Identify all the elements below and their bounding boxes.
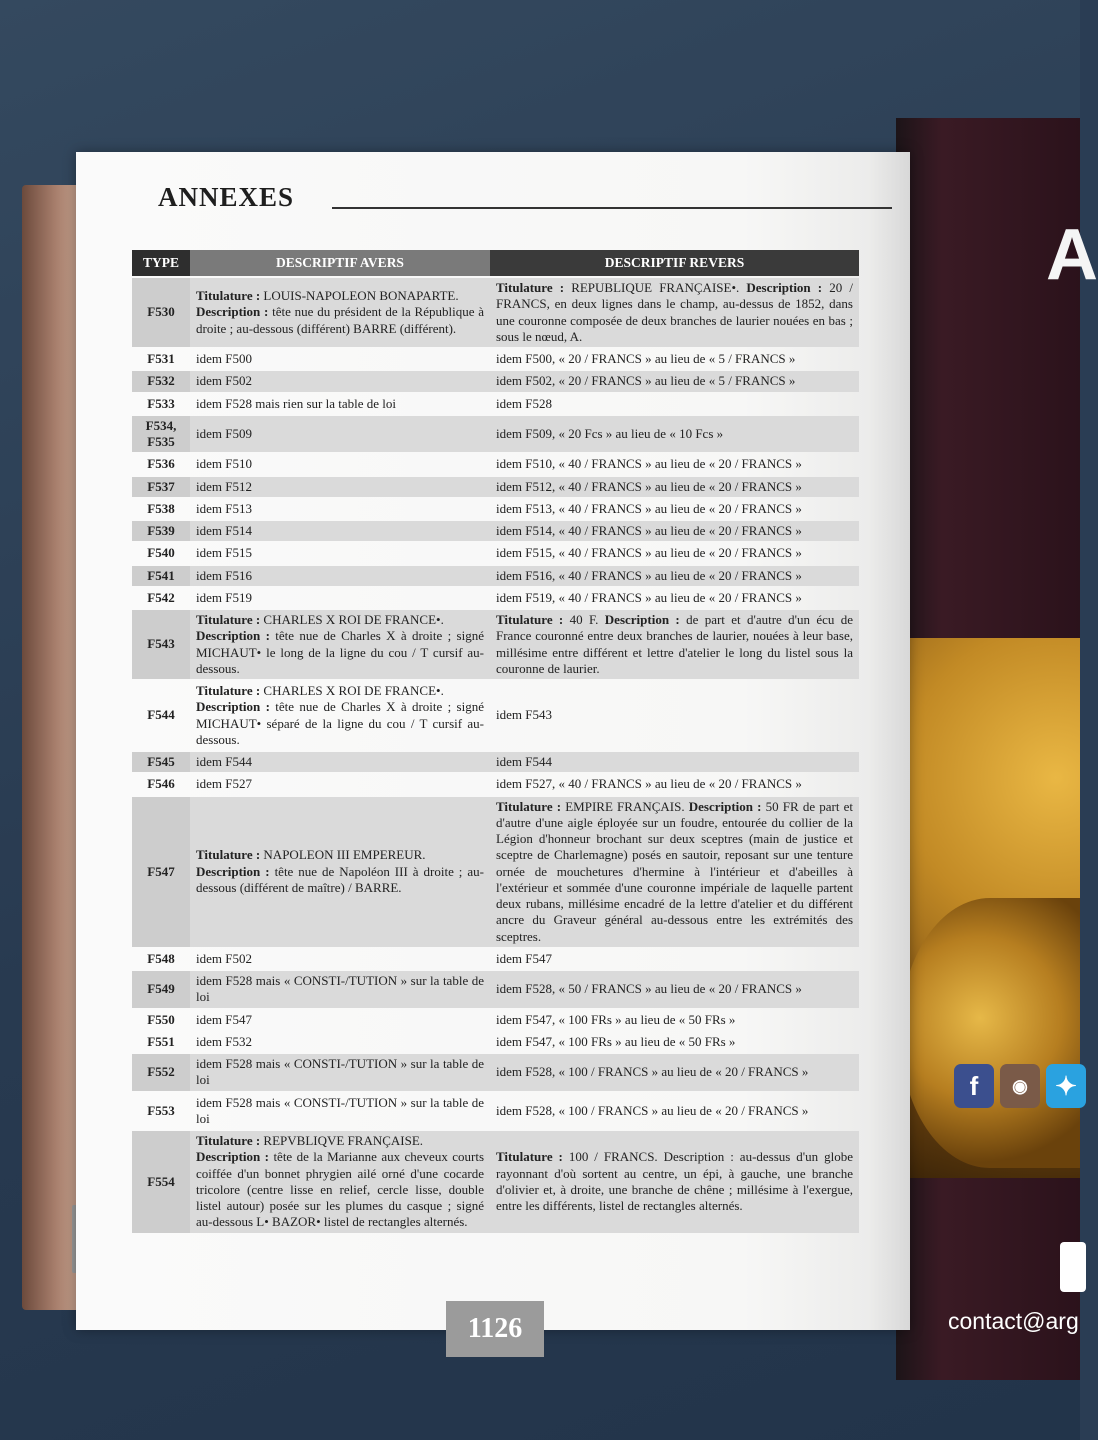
avers-text: idem F519 <box>196 589 252 605</box>
avers-text: idem F547 <box>196 1011 252 1027</box>
revers-text: idem F544 <box>496 754 552 769</box>
avers-cell <box>190 681 490 750</box>
revers-cell <box>490 1054 859 1091</box>
revers-cell <box>490 1010 859 1030</box>
avers-text: idem F500 <box>196 351 252 366</box>
titulature-text: REPVBLIQVE FRANÇAISE. <box>263 1133 424 1148</box>
social-icons <box>954 1064 1086 1108</box>
titulature-text: NAPOLEON III EMPEREUR. <box>263 847 426 863</box>
revers-text: idem F527, « 40 / FRANCS » au lieu de « 20 / FRANCS » <box>496 776 802 792</box>
avers-text: idem F502 <box>196 950 252 966</box>
type-cell: F552 <box>132 1054 190 1091</box>
revers-text: idem F543 <box>496 707 552 723</box>
revers-cell <box>490 681 859 750</box>
description-label: Description : <box>746 280 823 295</box>
contact-email: contact@arg <box>948 1308 1079 1334</box>
table-row <box>132 610 859 679</box>
type-cell: F541 <box>132 566 190 586</box>
avers-cell <box>190 543 490 563</box>
table-row <box>132 416 859 453</box>
table-row <box>132 371 859 391</box>
avers-text: idem F515 <box>196 545 252 561</box>
revers-cell <box>490 477 859 497</box>
description-label: Description : <box>196 628 270 644</box>
column-header-revers: DESCRIPTIF REVERS <box>490 250 859 276</box>
revers-cell <box>490 371 859 391</box>
titulature-label: Titulature : <box>496 612 564 627</box>
titulature-label: Titulature : <box>496 1149 563 1165</box>
revers-cell <box>490 1032 859 1052</box>
avers-text: idem F528 mais « CONSTI-/TUTION » sur la table de loi <box>196 1094 484 1126</box>
avers-cell <box>190 1032 490 1052</box>
titulature-text: EMPIRE FRANÇAIS. <box>565 798 685 814</box>
avers-cell <box>190 394 490 414</box>
revers-text: idem F514, « 40 / FRANCS » au lieu de « 20 / FRANCS » <box>496 523 802 538</box>
table-row <box>132 949 859 969</box>
type-cell: F550 <box>147 1011 175 1027</box>
type-cell: F538 <box>147 500 175 516</box>
revers-cell <box>490 752 859 772</box>
avers-text: idem F502 <box>196 373 252 389</box>
titulature-text: CHARLES X ROI DE FRANCE•. <box>263 683 444 698</box>
avers-cell <box>190 1093 490 1130</box>
description-text: Description : au-dessus d'un globe rayonnant d'où sortent au centre, un épi, à gauche, une branche d'olivier et, à droite, une branche de chêne ; millésime à l'exergue, entre les différents, listel de rectangles alternés. <box>496 1149 853 1213</box>
revers-text: idem F519, « 40 / FRANCS » au lieu de « 20 / FRANCS » <box>496 589 802 605</box>
table-row <box>132 971 859 1008</box>
titulature-text: 100 / FRANCS. <box>568 1149 658 1165</box>
table-row <box>132 454 859 474</box>
revers-text: idem F528 <box>496 395 552 411</box>
type-cell: F549 <box>132 971 190 1008</box>
table-row <box>132 1131 859 1233</box>
avers-cell <box>190 454 490 474</box>
description-label: Description : <box>196 863 270 879</box>
avers-text: idem F532 <box>196 1033 252 1049</box>
type-cell: F544 <box>147 707 175 723</box>
description-text: tête de la Marianne aux cheveux courts coiffée d'un bonnet phrygien ailé orné d'une cocarde tricolore (centre lisse en relief, cercle lisse, double listel autour) posée sur les plumes du casque ; signé au-dessous L• BAZOR• listel de rectangles alternés. <box>196 1149 484 1230</box>
recycle-badge <box>1060 1242 1086 1292</box>
avers-text: idem F513 <box>196 500 252 516</box>
description-text: tête nue de Charles X à droite ; signé MICHAUT• séparé de la ligne du cou / T cursif au-dessous. <box>196 699 484 747</box>
avers-cell <box>190 499 490 519</box>
table-header-row <box>132 250 859 276</box>
type-cell: F551 <box>147 1033 175 1049</box>
table-row <box>132 797 859 947</box>
avers-cell <box>190 1054 490 1091</box>
page-title: ANNEXES <box>158 182 295 212</box>
table-row <box>132 278 859 347</box>
table-row <box>132 752 859 772</box>
avers-cell <box>190 566 490 586</box>
table-row <box>132 1093 859 1130</box>
description-text: de part et d'autre d'un écu de France couronné entre deux branches de laurier, nouées à leur base, millésime entre différent et lettre d'atelier le long du listel sous la couronne de laurier. <box>496 612 854 676</box>
avers-cell <box>190 797 490 947</box>
description-text: tête nue de Napoléon III à droite ; au-dessous (différent de maître) / BARRE. <box>196 863 484 895</box>
revers-cell <box>490 543 859 563</box>
avers-cell <box>190 1131 490 1233</box>
description-text: 50 FR de part et d'autre d'une aigle éployée sur un foudre, entourée du collier de la Légion d'honneur brochant sur deux sceptres (main de justice et sceptre de Charlemagne) posés en sautoir, reposant sur une tenture ornée de mouchetures d'hermine à l'intérieur et d'abeilles à l'extérieur et sommée d'une couronne impériale de laquelle partent deux rubans, millésime encadré de la lettre d'atelier et du différent ancre du Graveur général au-dessous entre les extrémités des sceptres. <box>496 798 854 944</box>
titulature-label: Titulature : <box>196 288 261 304</box>
description-label: Description : <box>196 699 270 715</box>
description-label: Description : <box>604 612 680 627</box>
revers-text: idem F528, « 100 / FRANCS » au lieu de « 20 / FRANCS » <box>496 1102 809 1118</box>
column-header-avers: DESCRIPTIF AVERS <box>190 250 490 276</box>
avers-text: idem F527 <box>196 776 252 792</box>
revers-cell <box>490 416 859 453</box>
titulature-label: Titulature : <box>196 612 261 627</box>
type-cell: F534, F535 <box>132 416 190 453</box>
revers-text: idem F509, « 20 Fcs » au lieu de « 10 Fcs » <box>496 425 724 441</box>
advert-heading: A <box>1046 215 1098 295</box>
titulature-text: 40 F. <box>569 612 599 627</box>
description-text: tête nue de Charles X à droite ; signé MICHAUT• le long de la ligne du cou / T cursif au-dessous. <box>196 628 484 676</box>
type-cell: F546 <box>147 776 175 792</box>
description-label: Description : <box>196 304 269 320</box>
revers-text: idem F528, « 50 / FRANCS » au lieu de « 20 / FRANCS » <box>496 981 802 997</box>
table-row <box>132 1054 859 1091</box>
type-cell: F545 <box>132 752 190 772</box>
revers-text: idem F516, « 40 / FRANCS » au lieu de « 20 / FRANCS » <box>496 567 802 583</box>
title-rule <box>332 207 892 209</box>
table-row <box>132 774 859 794</box>
gold-coin-image-lower <box>900 898 1080 1168</box>
right-page-advert <box>896 118 1098 1380</box>
catalog-page <box>76 152 910 1344</box>
description-label: Description : <box>196 1149 270 1165</box>
revers-cell <box>490 610 859 679</box>
type-cell: F554 <box>132 1131 190 1233</box>
avers-cell <box>190 477 490 497</box>
table-row <box>132 1010 859 1030</box>
revers-cell <box>490 521 859 541</box>
type-cell: F542 <box>147 589 175 605</box>
avers-cell <box>190 521 490 541</box>
avers-text: idem F509 <box>196 425 252 441</box>
avers-cell <box>190 278 490 347</box>
titulature-label: Titulature : <box>196 847 261 863</box>
revers-cell <box>490 774 859 794</box>
type-cell: F547 <box>132 797 190 947</box>
type-cell: F548 <box>147 950 175 966</box>
titulature-text: REPUBLIQUE FRANÇAISE•. <box>571 280 740 295</box>
avers-text: idem F512 <box>196 478 252 494</box>
avers-cell <box>190 752 490 772</box>
type-cell: F532 <box>132 371 190 391</box>
type-cell: F553 <box>147 1102 175 1118</box>
table-row <box>132 543 859 563</box>
avers-text: idem F528 mais « CONSTI-/TUTION » sur la table de loi <box>196 973 484 1005</box>
avers-text: idem F510 <box>196 456 252 472</box>
revers-cell <box>490 499 859 519</box>
type-cell: F539 <box>132 521 190 541</box>
avers-cell <box>190 971 490 1008</box>
table-row <box>132 681 859 750</box>
description-text: tête nue du président de la République à droite ; au-dessous (différent) BARRE (différent). <box>196 304 485 336</box>
revers-text: idem F512, « 40 / FRANCS » au lieu de « 20 / FRANCS » <box>496 478 802 494</box>
revers-cell <box>490 949 859 969</box>
revers-cell <box>490 278 859 347</box>
revers-cell <box>490 971 859 1008</box>
type-cell: F536 <box>147 456 175 472</box>
table-row <box>132 566 859 586</box>
table-body <box>132 278 859 1233</box>
avers-cell <box>190 949 490 969</box>
revers-text: idem F502, « 20 / FRANCS » au lieu de « 5 / FRANCS » <box>496 373 796 389</box>
avers-cell <box>190 416 490 453</box>
titulature-label: Titulature : <box>196 683 261 698</box>
revers-text: idem F513, « 40 / FRANCS » au lieu de « 20 / FRANCS » <box>496 500 802 516</box>
table-row <box>132 521 859 541</box>
revers-text: idem F528, « 100 / FRANCS » au lieu de « 20 / FRANCS » <box>496 1064 809 1080</box>
table-row <box>132 394 859 414</box>
table-row <box>132 349 859 369</box>
revers-text: idem F547, « 100 FRs » au lieu de « 50 FRs » <box>496 1033 736 1049</box>
revers-text: idem F515, « 40 / FRANCS » au lieu de « 20 / FRANCS » <box>496 545 802 561</box>
table-row <box>132 477 859 497</box>
revers-text: idem F510, « 40 / FRANCS » au lieu de « 20 / FRANCS » <box>496 456 802 472</box>
avers-text: idem F528 mais rien sur la table de loi <box>196 395 397 411</box>
titulature-label: Titulature : <box>496 798 562 814</box>
avers-text: idem F516 <box>196 567 252 583</box>
page-number: 1126 <box>446 1301 544 1357</box>
description-text: 20 / FRANCS, en deux lignes dans le champ, au-dessus de 1852, dans une couronne composée de deux branches de laurier nouées en bas ; sous le nœud, A. <box>496 280 854 344</box>
revers-cell <box>490 588 859 608</box>
revers-cell <box>490 454 859 474</box>
column-header-type: TYPE <box>132 250 190 276</box>
avers-cell <box>190 774 490 794</box>
type-cell: F531 <box>147 351 175 366</box>
avers-cell <box>190 371 490 391</box>
coin-type-table <box>132 248 859 1235</box>
facebook-icon[interactable]: f <box>954 1064 994 1108</box>
type-cell: F540 <box>147 545 175 561</box>
titulature-text: CHARLES X ROI DE FRANCE•. <box>263 612 444 627</box>
avers-text: idem F544 <box>196 754 252 769</box>
revers-text: idem F500, « 20 / FRANCS » au lieu de « 5 / FRANCS » <box>496 351 796 366</box>
revers-cell <box>490 797 859 947</box>
revers-cell <box>490 394 859 414</box>
revers-cell <box>490 349 859 369</box>
avers-text: idem F514 <box>196 523 252 538</box>
table-row <box>132 588 859 608</box>
titulature-label: Titulature : <box>496 280 565 295</box>
table-row <box>132 499 859 519</box>
titulature-text: LOUIS-NAPOLEON BONAPARTE. <box>263 288 459 304</box>
type-cell: F543 <box>132 610 190 679</box>
description-label: Description : <box>688 798 762 814</box>
type-cell: F530 <box>132 278 190 347</box>
revers-cell <box>490 1093 859 1130</box>
revers-text: idem F547 <box>496 950 552 966</box>
type-cell: F537 <box>132 477 190 497</box>
avers-cell <box>190 349 490 369</box>
twitter-icon[interactable]: ✦ <box>1046 1064 1086 1108</box>
instagram-icon[interactable]: ◉ <box>1000 1064 1040 1108</box>
avers-cell <box>190 1010 490 1030</box>
revers-text: idem F547, « 100 FRs » au lieu de « 50 FRs » <box>496 1011 736 1027</box>
table-row <box>132 1032 859 1052</box>
type-cell: F533 <box>147 395 175 411</box>
revers-cell <box>490 566 859 586</box>
avers-cell <box>190 610 490 679</box>
titulature-label: Titulature : <box>196 1133 261 1148</box>
revers-cell <box>490 1131 859 1233</box>
avers-text: idem F528 mais « CONSTI-/TUTION » sur la table de loi <box>196 1056 484 1088</box>
avers-cell <box>190 588 490 608</box>
